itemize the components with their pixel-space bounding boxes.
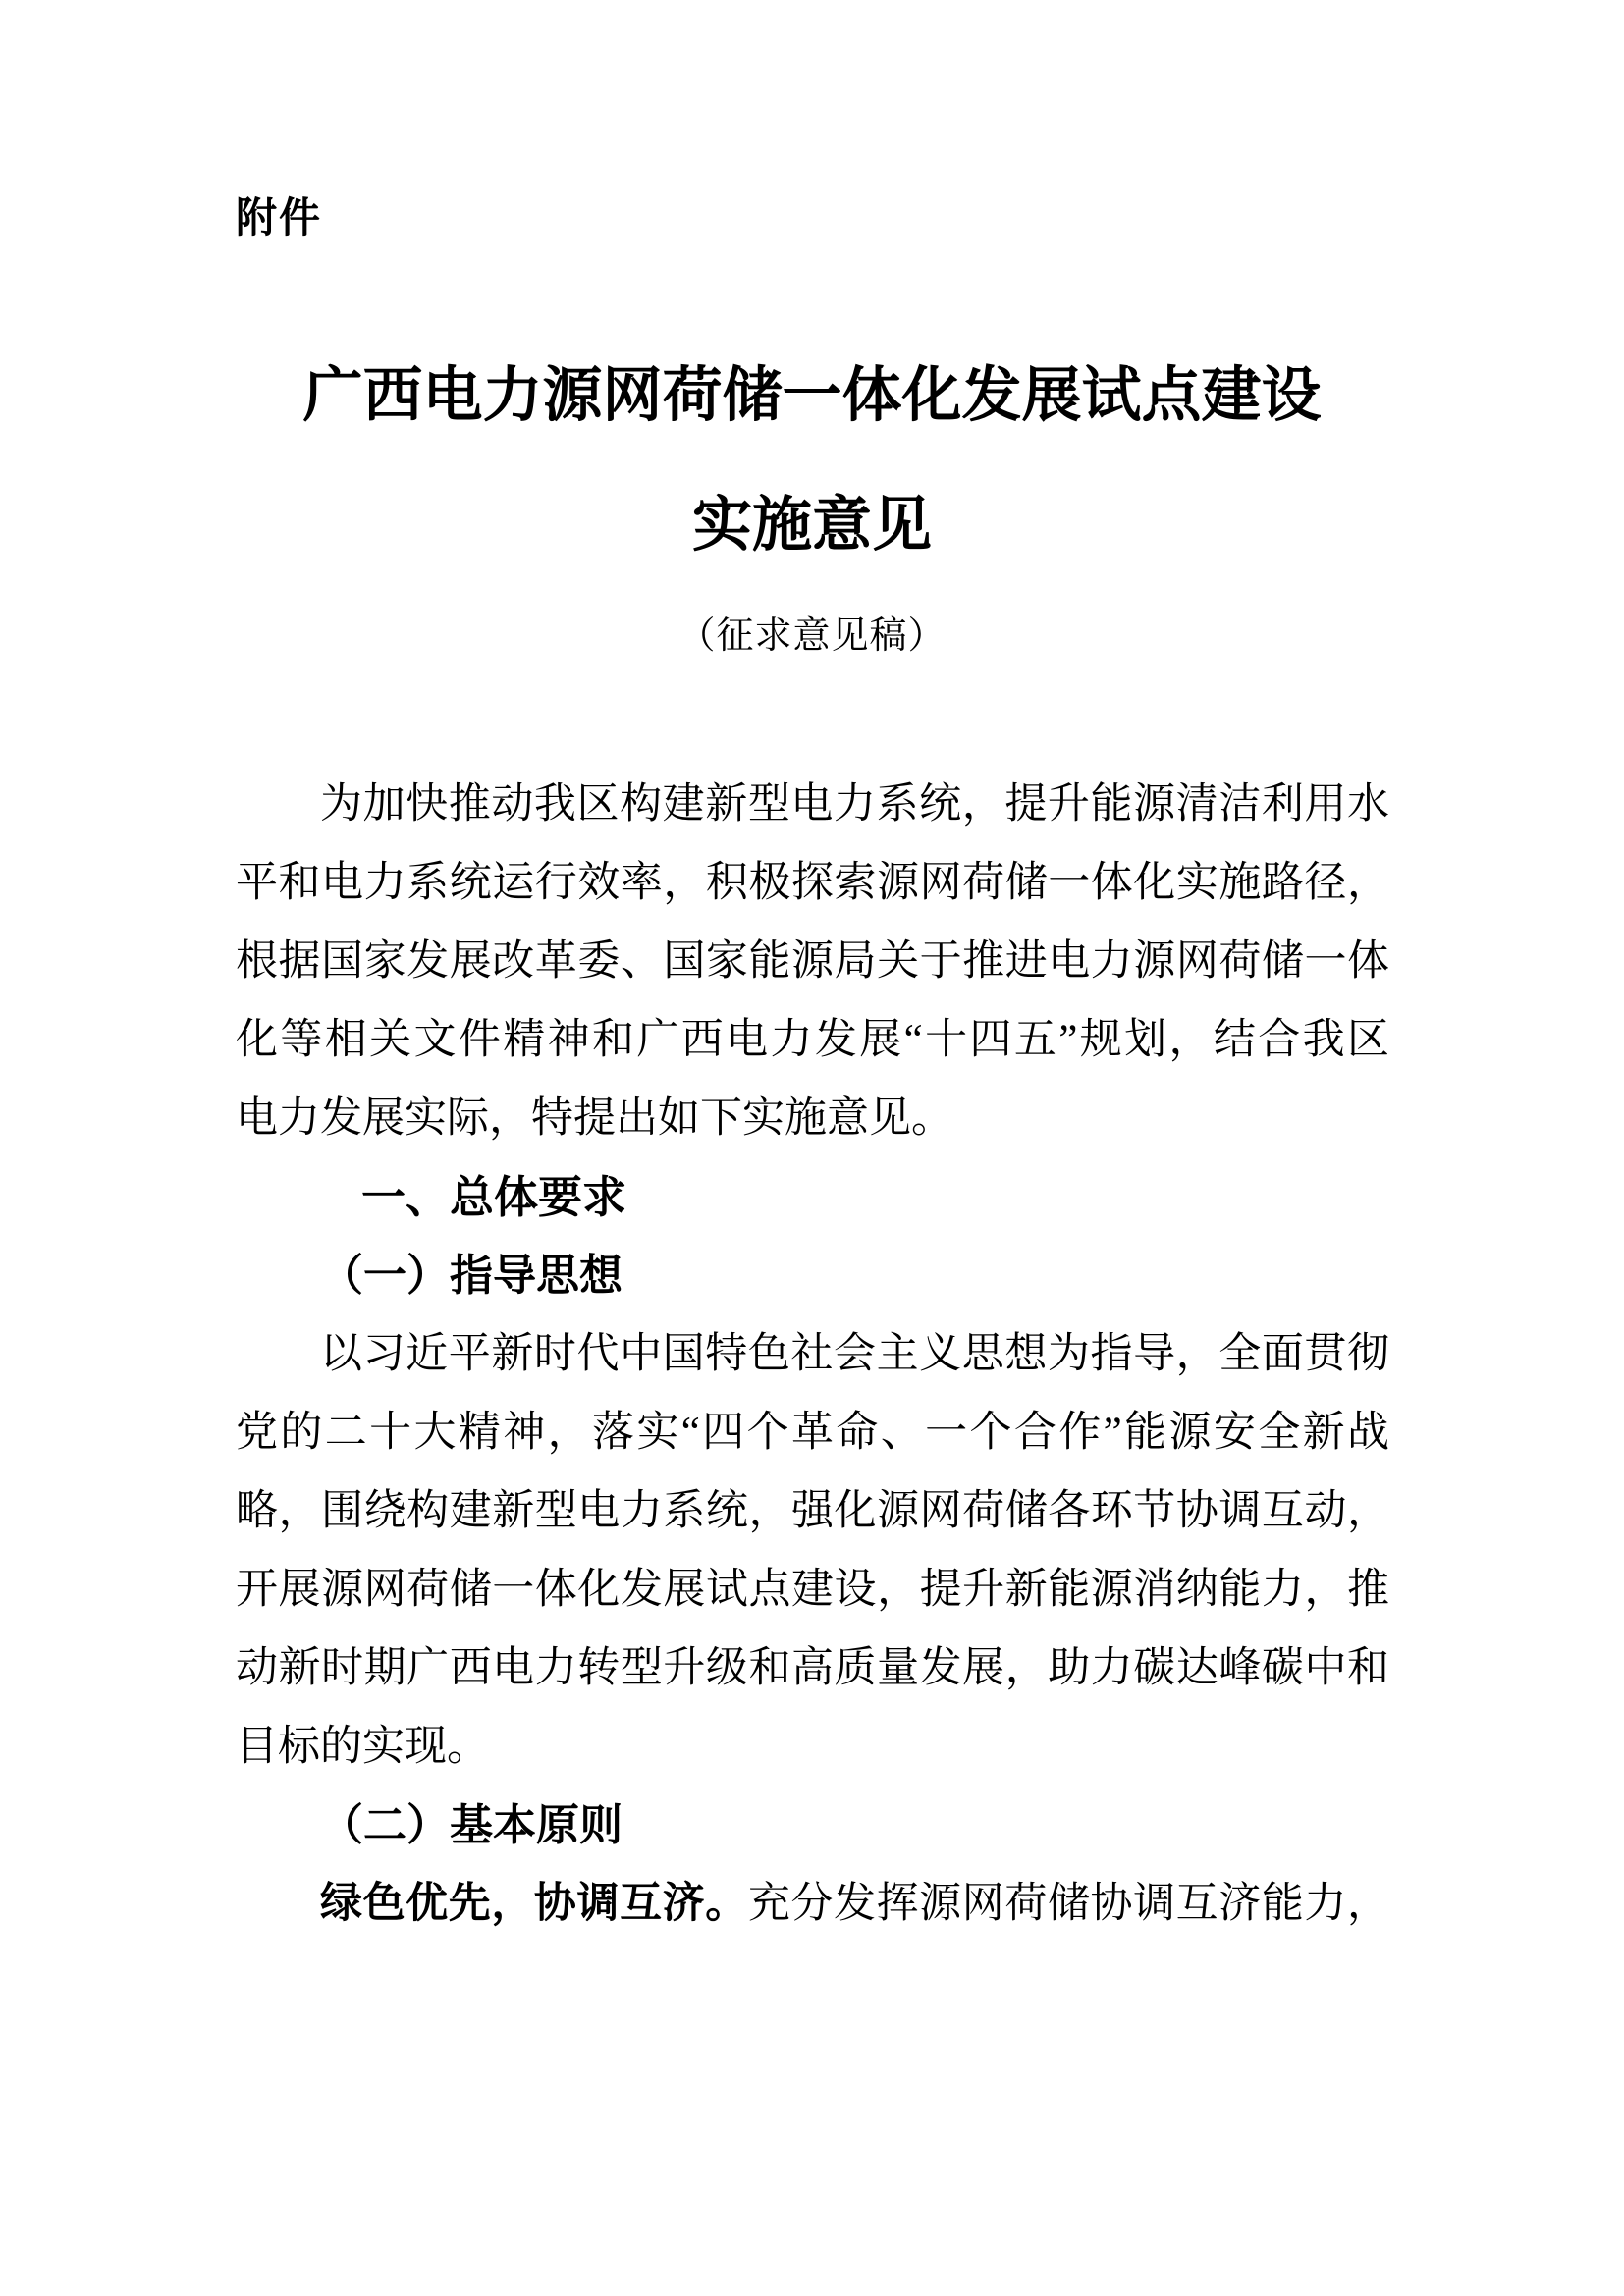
body-line: 为加快推动我区构建新型电力系统，提升能源清洁利用水 bbox=[320, 781, 1389, 828]
document-body bbox=[236, 766, 1389, 1944]
document-title-line2: 实施意见 bbox=[691, 493, 932, 559]
principle-text: 充分发挥源网荷储协调互济能力， bbox=[747, 1881, 1389, 1927]
body-line: 动新时期广西电力转型升级和高质量发展，助力碳达峰碳中和 bbox=[236, 1645, 1389, 1691]
body-line: 目标的实现。 bbox=[236, 1724, 489, 1770]
section-heading-overall-requirements: 一、总体要求 bbox=[361, 1172, 627, 1222]
body-line: 化等相关文件精神和广西电力发展“十四五”规划，结合我区 bbox=[236, 1017, 1389, 1063]
body-line: 略，围绕构建新型电力系统，强化源网荷储各环节协调互动， bbox=[236, 1488, 1389, 1534]
subsection-heading-guiding-ideology: （一）指导思想 bbox=[320, 1252, 623, 1300]
body-line: 开展源网荷储一体化发展试点建设，提升新能源消纳能力，推 bbox=[236, 1567, 1389, 1613]
body-line: 党的二十大精神，落实“四个革命、一个合作”能源安全新战 bbox=[236, 1410, 1389, 1456]
body-line: 电力发展实际，特提出如下实施意见。 bbox=[236, 1095, 953, 1142]
attachment-label: 附件 bbox=[236, 194, 323, 240]
body-line: 平和电力系统运行效率，积极探索源网荷储一体化实施路径， bbox=[236, 860, 1389, 906]
document-title-line1: 广西电力源网荷储一体化发展试点建设 bbox=[302, 363, 1322, 429]
subsection-heading-basic-principles: （二）基本原则 bbox=[320, 1801, 623, 1849]
body-line: 以习近平新时代中国特色社会主义思想为指导，全面贯彻 bbox=[320, 1331, 1389, 1377]
body-line: 根据国家发展改革委、国家能源局关于推进电力源网荷储一体 bbox=[236, 938, 1389, 985]
principle-lead-in-bold: 绿色优先，协调互济。 bbox=[320, 1881, 748, 1927]
body-line bbox=[236, 1865, 1389, 1944]
document-subtitle-draft-note: （征求意见稿） bbox=[677, 615, 947, 657]
